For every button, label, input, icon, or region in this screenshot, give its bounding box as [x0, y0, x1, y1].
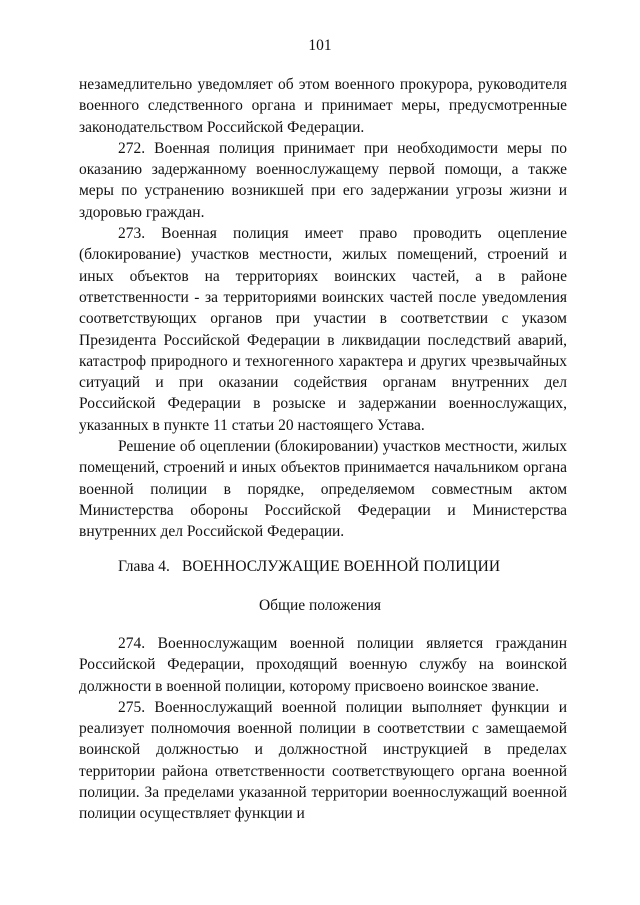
chapter-title: ВОЕННОСЛУЖАЩИЕ ВОЕННОЙ ПОЛИЦИИ [182, 558, 501, 575]
page-number: 101 [308, 37, 332, 54]
chapter-number: Глава 4. [118, 558, 170, 575]
section-heading: Общие положения [258, 597, 382, 614]
text-block-general-provisions [79, 633, 567, 825]
paragraph: 272. Военная полиция принимает при необходимости меры по оказанию задержанному военнослужащему первой помощи, а также меры по устранению возникшей при его задержании угрозы жизни и здоровью граждан. [79, 139, 567, 221]
paragraph: незамедлительно уведомляет об этом военного прокурора, руководителя военного следственного органа и принимает меры, предусмотренные законодательством Российской Федерации. [79, 76, 567, 136]
paragraph: Решение об оцеплении (блокировании) участков местности, жилых помещений, строений и иных объектов принимается начальником органа военной полиции в порядке, определяемом совместным актом Министерства обороны Российской Федерации и Министерства внутренних дел Российской Федерации. [79, 438, 567, 541]
paragraph: 274. Военнослужащим военной полиции является гражданин Российской Федерации, проходящий военную службу на воинской должности в военной полиции, которому присвоено воинское звание. [79, 635, 567, 695]
chapter-heading [118, 557, 578, 577]
paragraph: 273. Военная полиция имеет право проводить оцепление (блокирование) участков местности, жилых помещений, строений и иных объектов на территориях воинских частей, а в районе ответственности - за территориями воинских частей после уведомления соответствующих органов при участии в соответствии с указом Президента Российской Федерации в ликвидации последствий аварий, катастроф природного и техногенного характера и других чрезвычайных ситуаций и при оказании содействия органам внутренних дел Российской Федерации в розыске и задержании военнослужащих, указанных в пункте 11 статьи 20 настоящего Устава. [79, 225, 567, 434]
text-block-main [79, 74, 567, 543]
paragraph: 275. Военнослужащий военной полиции выполняет функции и реализует полномочия военной полиции в соответствии с замещаемой воинской должностью и должностной инструкцией в пределах территории района ответственности соответствующего органа военной полиции. За пределами указанной территории военнослужащий военной полиции осуществляет функции и [79, 698, 567, 823]
